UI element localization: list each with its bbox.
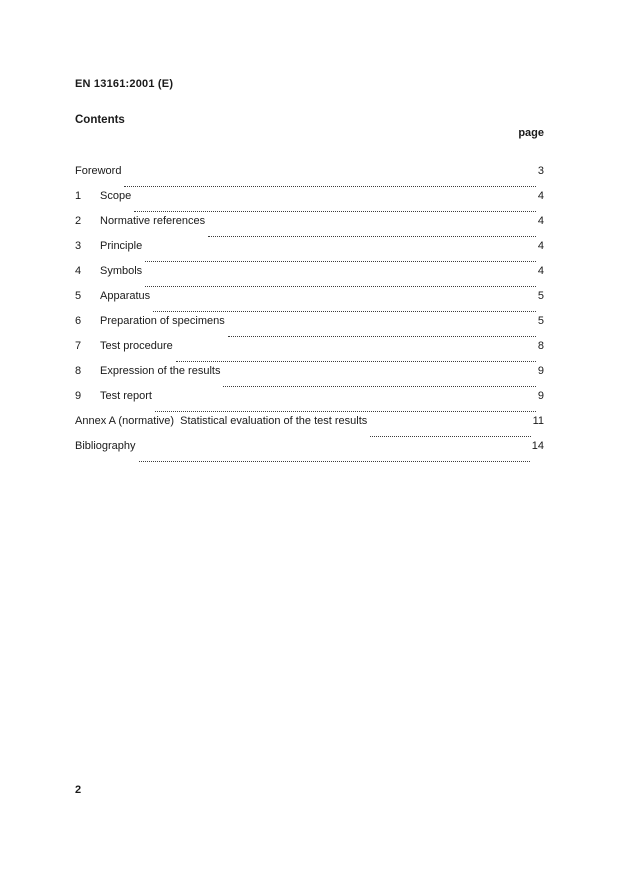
dot-leader	[145, 261, 536, 262]
toc-entry-number: 4	[75, 265, 82, 277]
toc-entry	[75, 165, 544, 190]
dot-leader	[134, 211, 536, 212]
toc-entry-page: 5	[537, 290, 544, 302]
toc-entry-page: 9	[537, 390, 544, 402]
document-header: EN 13161:2001 (E)	[75, 78, 174, 90]
toc-entry-title: Scope	[100, 190, 132, 202]
toc-entry-title: Expression of the results	[100, 365, 221, 377]
toc-entry-title: Symbols	[100, 265, 143, 277]
dot-leader	[223, 386, 535, 387]
dot-leader	[124, 186, 535, 187]
dot-leader	[145, 286, 536, 287]
toc-entry-title: Normative references	[100, 215, 206, 227]
toc-entry-number: 1	[75, 190, 82, 202]
toc-entry-page: 9	[537, 365, 544, 377]
toc-entry-number: 5	[75, 290, 82, 302]
toc-entry	[75, 265, 544, 290]
toc-entry-title: Test report	[100, 390, 152, 402]
toc-entry	[75, 440, 544, 465]
toc-entry-number: 8	[75, 365, 82, 377]
dot-leader	[176, 361, 536, 362]
toc-entry	[75, 215, 544, 240]
table-of-contents	[75, 165, 544, 465]
page-number: 2	[75, 784, 82, 796]
toc-entry	[75, 340, 544, 365]
toc-entry-number: 2	[75, 215, 82, 227]
toc-entry	[75, 365, 544, 390]
dot-leader	[139, 461, 530, 462]
toc-entry-title: Bibliography	[75, 440, 136, 452]
toc-entry-page: 4	[537, 215, 544, 227]
toc-entry-title: Foreword	[75, 165, 122, 177]
toc-entry-page: 3	[537, 165, 544, 177]
toc-entry-number: 9	[75, 390, 82, 402]
contents-heading: Contents	[75, 114, 125, 126]
toc-entry-number: 7	[75, 340, 82, 352]
toc-entry	[75, 290, 544, 315]
toc-entry-page: 4	[537, 240, 544, 252]
toc-entry-page: 5	[537, 315, 544, 327]
toc-entry	[75, 315, 544, 340]
dot-leader	[228, 336, 536, 337]
toc-entry-page: 4	[537, 265, 544, 277]
toc-entry-page: 4	[537, 190, 544, 202]
toc-entry-title: Apparatus	[100, 290, 151, 302]
toc-entry-page: 11	[532, 415, 544, 427]
toc-entry-page: 8	[537, 340, 544, 352]
toc-entry-title: Principle	[100, 240, 143, 252]
toc-entry-page: 14	[531, 440, 544, 452]
toc-entry	[75, 190, 544, 215]
toc-entry-title: Test procedure	[100, 340, 173, 352]
dot-leader	[370, 436, 530, 437]
dot-leader	[208, 236, 536, 237]
toc-entry-title: Preparation of specimens	[100, 315, 225, 327]
toc-entry	[75, 390, 544, 415]
toc-entry-number: 3	[75, 240, 82, 252]
toc-entry-number: 6	[75, 315, 82, 327]
toc-entry	[75, 240, 544, 265]
dot-leader	[155, 411, 536, 412]
toc-entry	[75, 415, 544, 440]
toc-entry-title: Annex A (normative) Statistical evaluation of the test results	[75, 415, 368, 427]
dot-leader	[153, 311, 536, 312]
page-column-label: page	[518, 127, 544, 139]
